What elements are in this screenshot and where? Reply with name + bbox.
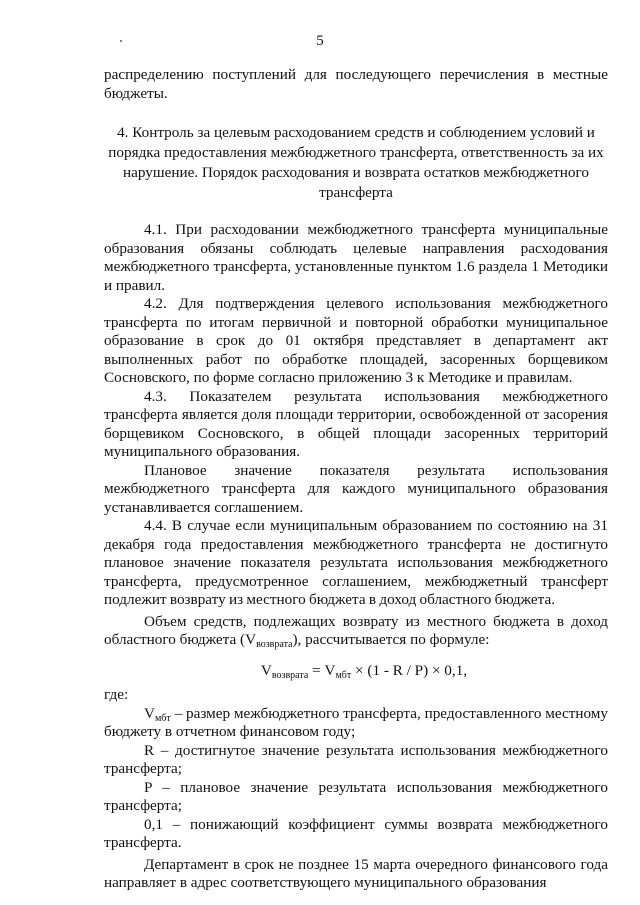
where-label: где: [104, 686, 129, 703]
paragraph-4-4: 4.4. В случае если муниципальным образованием по состоянию на 31 декабря года предоставления межбюджетного трансферта не достигнуто плановое значение показателя результата использования межбюджетного трансферта, предусмотренное соглашением, межбюджетный трансферт подлежит возврату из местного бюджета в доход областного бюджета. [104, 517, 608, 608]
paragraph-4-1: 4.1. При расходовании межбюджетного трансферта муниципальные образования обязаны соблюдать целевые направления расходования межбюджетного трансферта, установленные пунктом 1.6 раздела 1 Методики и правил. [104, 221, 608, 294]
paragraph-4-3-planned: Плановое значение показателя результата использования межбюджетного трансферта для каждого муниципального образования устанавливается соглашением. [104, 461, 608, 516]
return-volume-text: Объем средств, подлежащих возврату из местного бюджета в доход областного бюджета (V [104, 612, 608, 648]
definition-v-symbol: V [144, 704, 155, 722]
document-body [104, 66, 608, 893]
return-volume-subscript: возврата [256, 639, 293, 650]
definition-v-text: – размер межбюджетного трансферта, предоставленного местному бюджету в отчетном финансовом году; [104, 704, 608, 740]
section-heading: 4. Контроль за целевым расходованием средств и соблюдением условий и порядка предоставления межбюджетного трансферта, ответственность за их нарушение. Порядок расходования и возврата остатков межбюджетного трансферта [108, 124, 604, 201]
continuation-paragraph: распределению поступлений для последующего перечисления в местные бюджеты. [104, 66, 608, 102]
paragraph-return-volume [104, 613, 608, 650]
definition-v-subscript: мбт [154, 712, 171, 724]
return-volume-text-end: ), рассчитывается по формуле: [292, 631, 490, 648]
closing-paragraph: Департамент в срок не позднее 15 марта очередного финансового года направляет в адрес соответствующего муниципального образования [104, 855, 608, 891]
return-formula [104, 662, 608, 681]
definition-r: R – достигнутое значение результата использования межбюджетного трансферта; [104, 741, 608, 777]
paragraph-4-3: 4.3. Показателем результата использования межбюджетного трансферта является доля площади территории, освобожденной от засорения борщевиком Сосновского, в общей площади засоренных территорий муниципального образования. [104, 387, 608, 460]
definition-v-mbt [104, 705, 608, 742]
definition-p: P – плановое значение результата использования межбюджетного трансферта; [104, 778, 608, 814]
formula-tail: × (1 - R / P) × 0,1, [351, 661, 468, 679]
definition-coefficient: 0,1 – понижающий коэффициент суммы возврата межбюджетного трансферта. [104, 815, 608, 851]
formula-sub-return: возврата [271, 669, 309, 681]
page-number: 5 [316, 33, 324, 49]
formula-equals-v: = V [308, 661, 336, 679]
paragraph-4-2: 4.2. Для подтверждения целевого использования межбюджетного трансферта по итогам первичной и повторной обработки муниципальное образование в срок до 01 октября представляет в департамент акт выполненных работ по обработке площадей, засоренных борщевиком Сосновского, по форме согласно приложению 3 к Методике и правилам. [104, 295, 608, 386]
formula-sub-mbt: мбт [335, 669, 352, 681]
formula-v: V [260, 661, 272, 679]
